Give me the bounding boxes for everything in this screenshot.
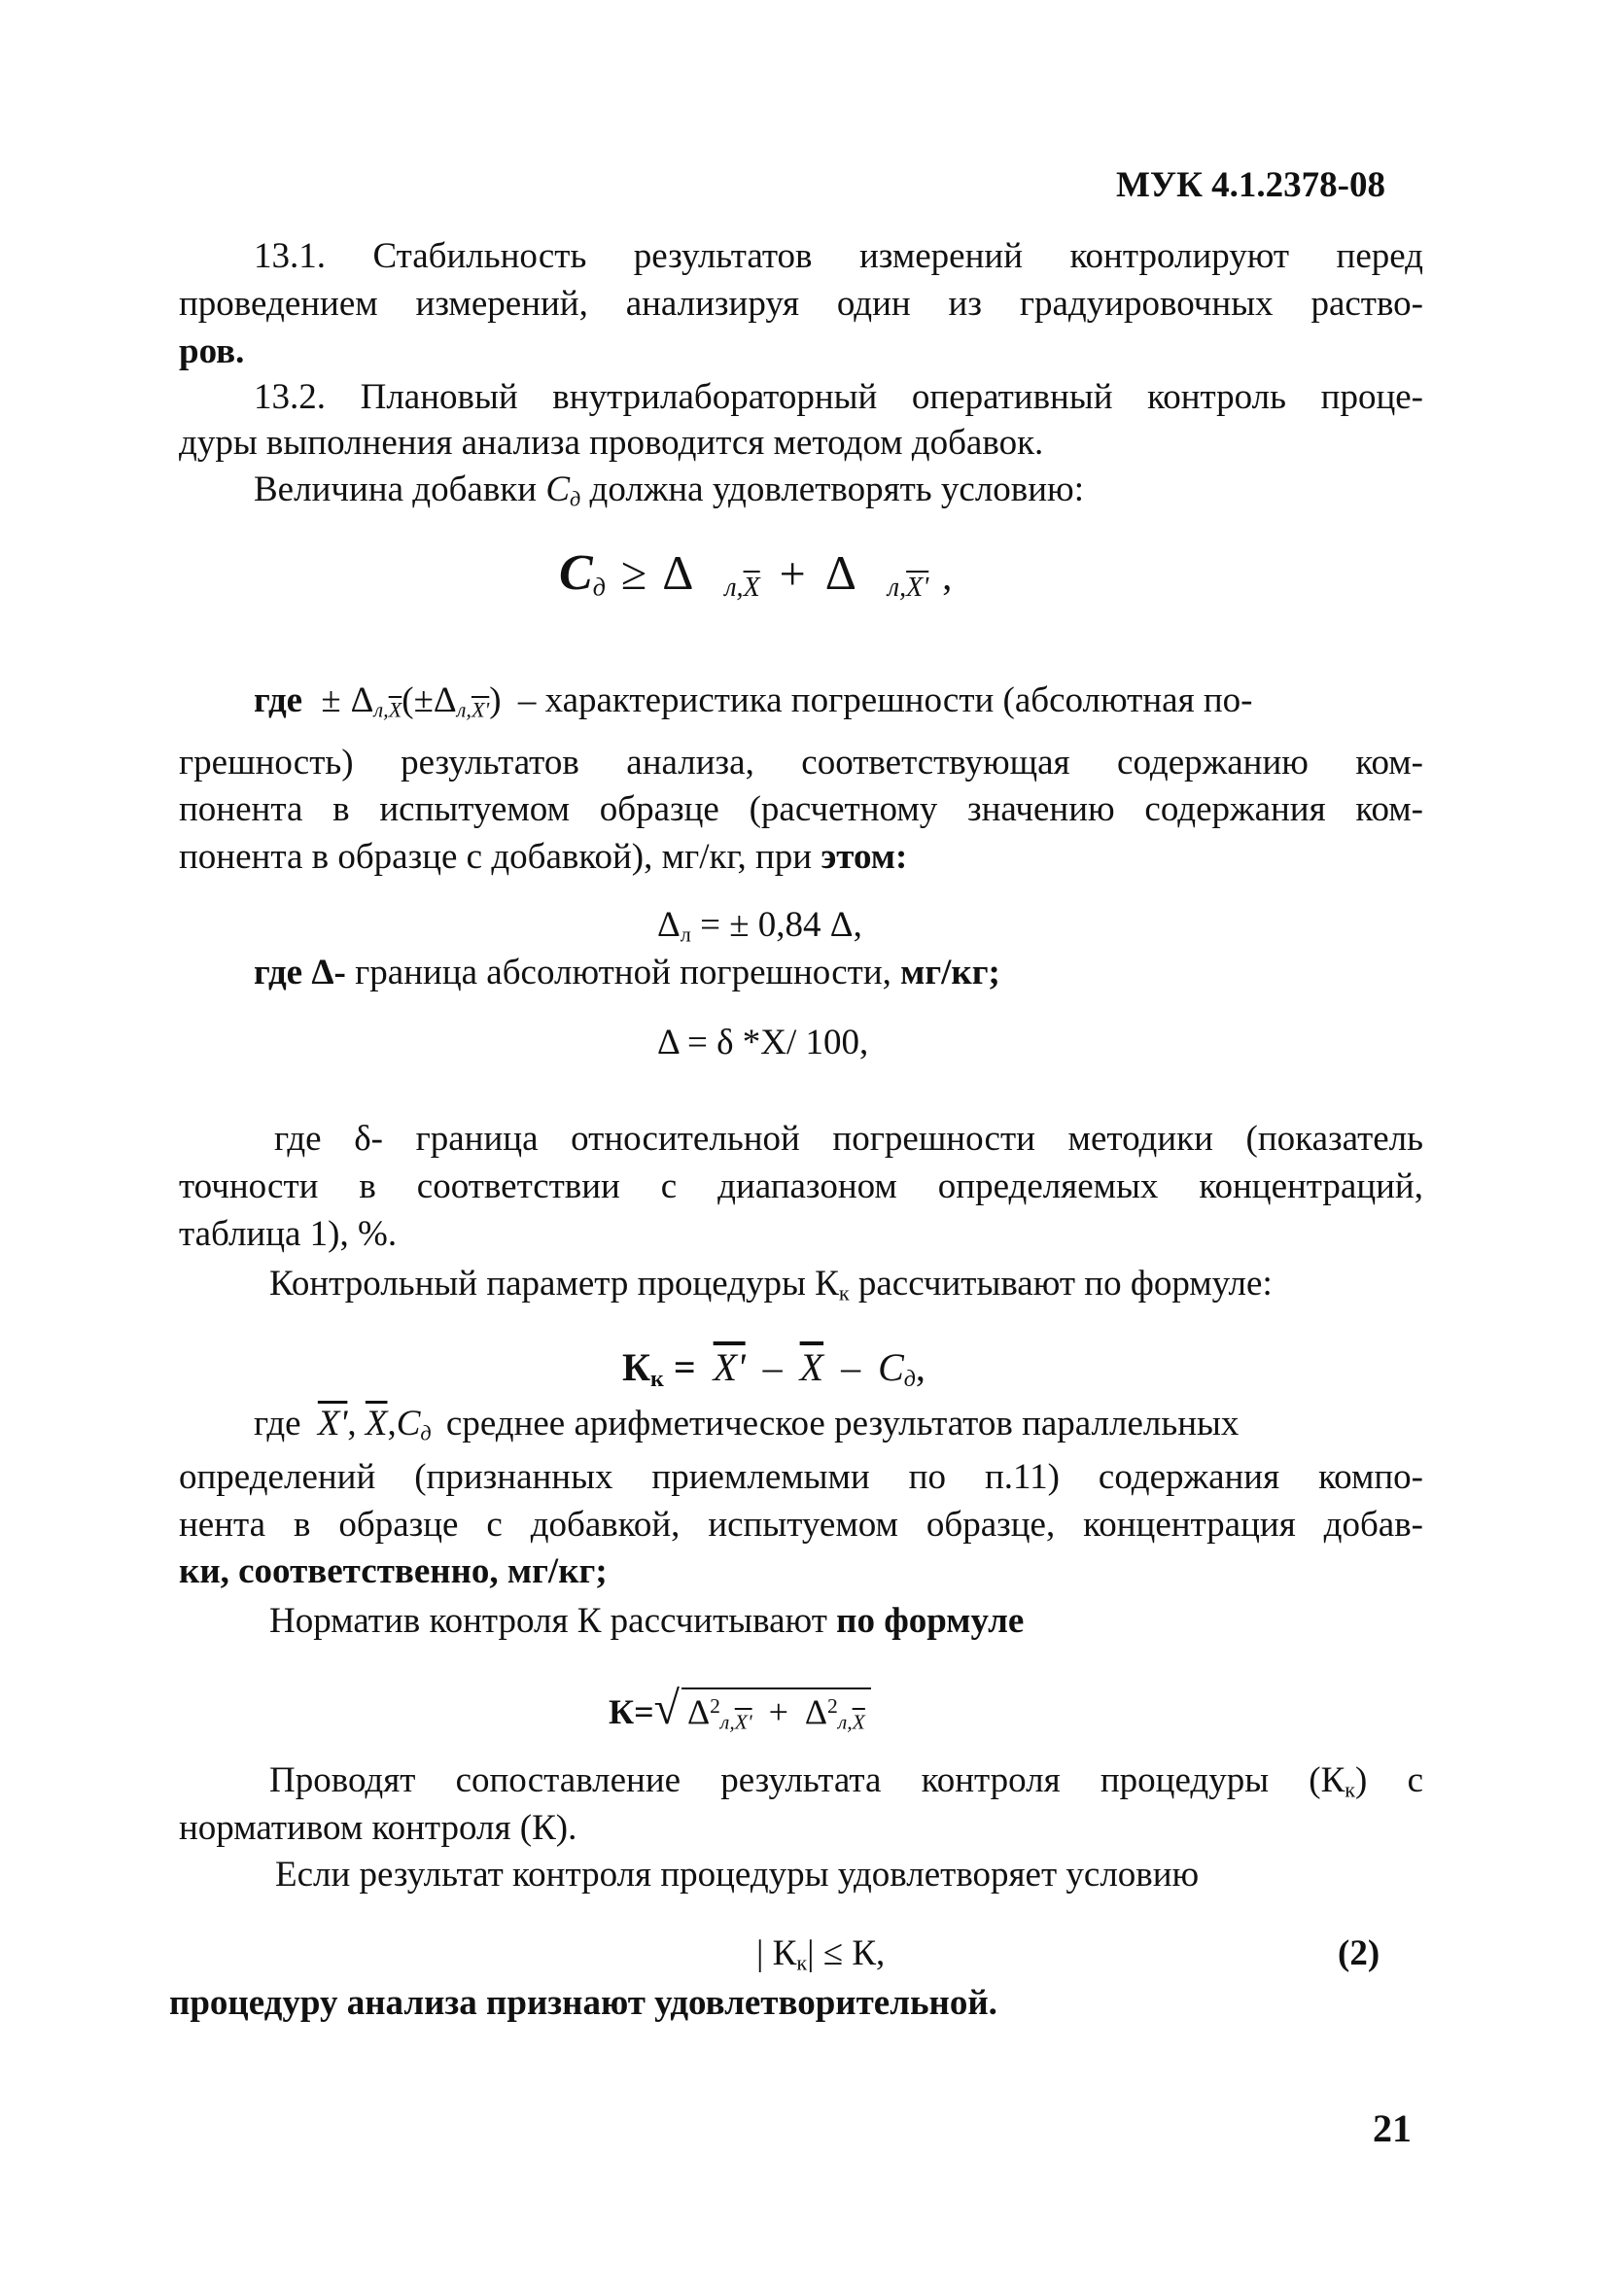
- paragraph-13-1-line-2: проведением измерений, анализируя один из градуировочных раство-: [179, 284, 1423, 324]
- condition-text: Если результат контроля процедуры удовлетворяет условию: [275, 1855, 1200, 1895]
- where-delta-line-1: где ± $\Delta_{л,\overline{X}}(\pm\Delta_{л,X'})$ – характеристика погрешности (абсолютная по-: [254, 680, 1253, 722]
- where-delta-line-3: понента в испытуемом образце (расчетному значению содержания ком-: [179, 789, 1423, 829]
- where-delta-line-2: грешность) результатов анализа, соответствующая содержанию ком-: [179, 743, 1423, 783]
- formula-norm: К=√ $\Delta^2_{л,X'} + \Delta^2_{л,\overline{X}}$: [609, 1682, 871, 1735]
- formula-additive-condition: $C_д \ge \Delta$ $_{л,\overline{X}}$ + Δ $_{л,X'}$ ,: [559, 545, 953, 603]
- comparison-line-1: Проводят сопоставление результата контроля процедуры $(К_к)$ с: [269, 1760, 1423, 1802]
- where-averages-line-2: определений (признанных приемлемыми по п.11) содержания компо-: [179, 1457, 1423, 1497]
- formula-delta-l: $\Delta_л$ = ± 0,84 Δ,: [657, 905, 862, 947]
- where-averages-line-4: ки, соответственно, мг/кг;: [179, 1551, 608, 1591]
- conclusion-text: процедуру анализа признают удовлетворительной.: [169, 1983, 997, 2023]
- formula-delta: Δ = δ *X/ 100,: [657, 1023, 869, 1062]
- where-delta-relative-line-3: таблица 1), %.: [179, 1214, 398, 1254]
- formula-control-parameter: $К_к = X' - \overline{X} - C_д$,: [622, 1345, 926, 1392]
- where-delta-relative-line-1: где δ- граница относительной погрешности методики (показатель: [274, 1119, 1423, 1159]
- norm-text: Норматив контроля К рассчитывают по формуле: [269, 1601, 1025, 1641]
- paragraph-13-2-line-2: дуры выполнения анализа проводится методом добавок.: [179, 423, 1044, 463]
- where-averages-line-1: где X', $\overline{X},C_д$ среднее арифметическое результатов параллельных: [254, 1404, 1240, 1445]
- page-number: 21: [1373, 2106, 1412, 2150]
- formula-condition: | $К_к| \le К$,: [756, 1933, 886, 1975]
- additive-condition: Величина добавки $C_д$ должна удовлетворять условию:: [254, 470, 1084, 511]
- where-delta-line-4: понента в образце с добавкой), мг/кг, при этом:: [179, 837, 908, 877]
- comparison-line-2: нормативом контроля (К).: [179, 1808, 577, 1848]
- paragraph-13-2-line-1: 13.2. Плановый внутрилабораторный оперативный контроль проце-: [254, 377, 1423, 417]
- document-code: МУК 4.1.2378-08: [1116, 165, 1385, 205]
- control-parameter-text: Контрольный параметр процедуры $К_к$ рассчитывают по формуле:: [269, 1264, 1273, 1305]
- where-delta-relative-line-2: точности в соответствии с диапазоном определяемых концентраций,: [179, 1166, 1423, 1206]
- paragraph-13-1-line-3: ров.: [179, 331, 245, 371]
- where-delta-definition: где Δ- граница абсолютной погрешности, мг/кг;: [254, 953, 1000, 992]
- paragraph-13-1-line-1: 13.1. Стабильность результатов измерений контролируют перед: [254, 236, 1423, 276]
- equation-number: (2): [1338, 1933, 1380, 1973]
- where-averages-line-3: нента в образце с добавкой, испытуемом образце, концентрация добав-: [179, 1505, 1423, 1545]
